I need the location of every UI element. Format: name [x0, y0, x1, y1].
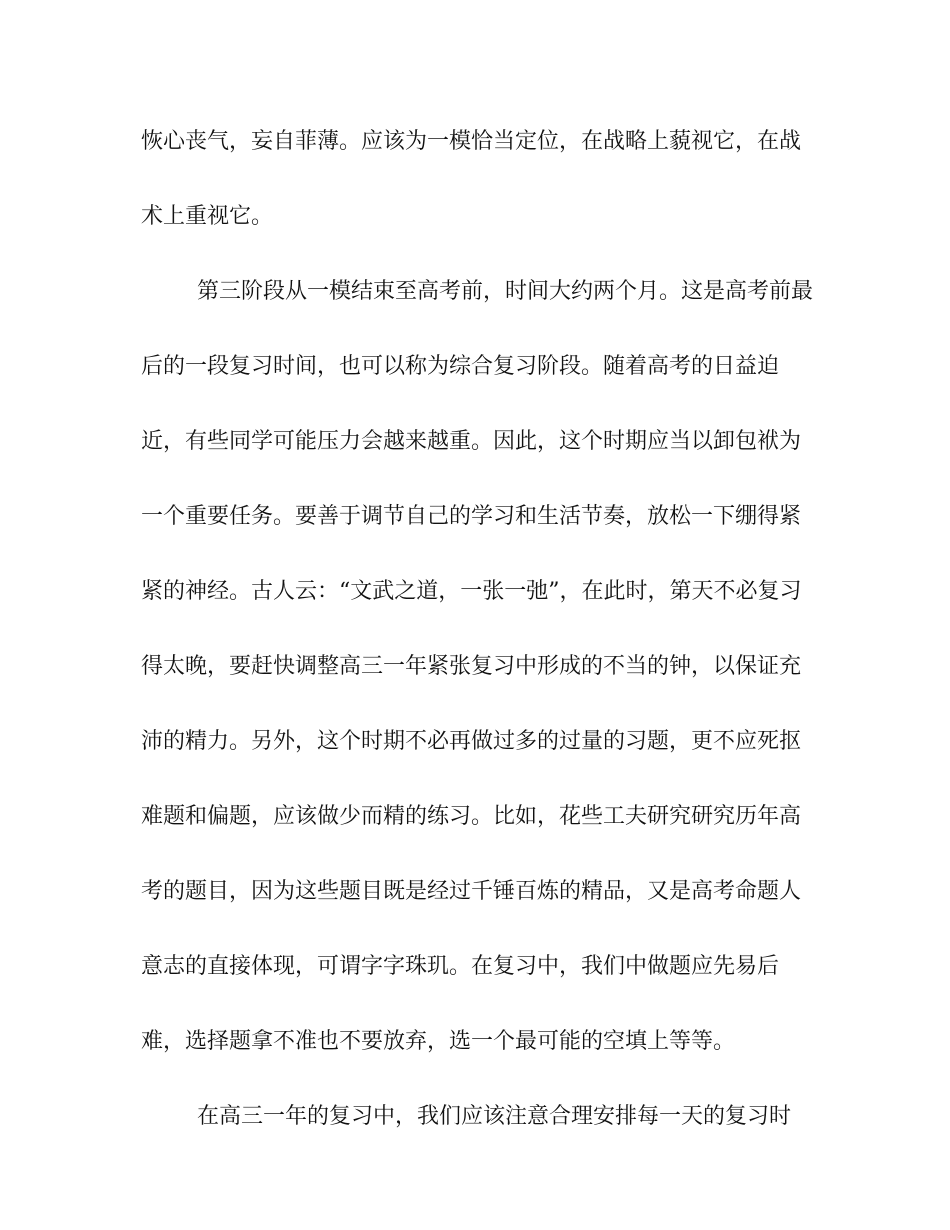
- text-line-5: 近，有些同学可能压力会越来越重。因此，这个时期应当以卸包袱为: [141, 429, 802, 454]
- text-line-11: 考的题目，因为这些题目既是经过千锤百炼的精品，又是高考命题人: [141, 879, 802, 904]
- text-line-1: 恢心丧气，妄自菲薄。应该为一模恰当定位，在战略上藐视它，在战: [141, 129, 802, 154]
- paragraph-start-line-14: 在高三一年的复习中，我们应该注意合理安排每一天的复习时: [197, 1104, 792, 1129]
- text-line-7: 紧的神经。古人云：“文武之道，一张一弛”，在此时，第天不必复习: [141, 579, 802, 604]
- text-line-4: 后的一段复习时间，也可以称为综合复习阶段。随着高考的日益迫: [141, 354, 780, 379]
- text-line-12: 意志的直接体现，可谓字字珠玑。在复习中，我们中做题应先易后: [141, 954, 780, 979]
- text-line-6: 一个重要任务。要善于调节自己的学习和生活节奏，放松一下绷得紧: [141, 504, 802, 529]
- text-line-2: 术上重视它。: [141, 204, 274, 229]
- text-line-9: 沛的精力。另外，这个时期不必再做过多的过量的习题，更不应死抠: [141, 729, 802, 754]
- text-line-10: 难题和偏题，应该做少而精的练习。比如，花些工夫研究研究历年高: [141, 804, 802, 829]
- paragraph-start-line-3: 第三阶段从一模结束至高考前，时间大约两个月。这是高考前最: [197, 279, 814, 304]
- text-line-8: 得太晚，要赶快调整高三一年紧张复习中形成的不当的钟，以保证充: [141, 654, 802, 679]
- text-line-13: 难，选择题拿不准也不要放弃，选一个最可能的空填上等等。: [141, 1029, 736, 1054]
